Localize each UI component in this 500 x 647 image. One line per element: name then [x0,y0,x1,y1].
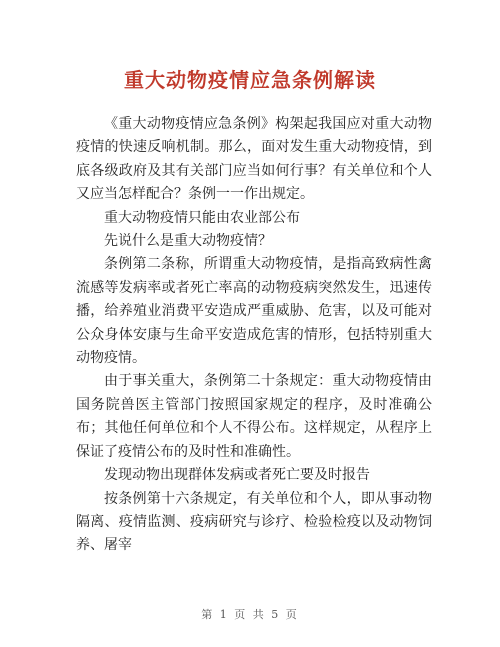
paragraph-definition: 条例第二条称，所谓重大动物疫情，是指高致病性禽流感等发病率或者死亡率高的动物疫病突然发生，迅速传播，给养殖业消费平安造成严重威胁、危害，以及可能对公众身体安康与生命平安造成危害的情形，包括特别重大动物疫情。 [76,256,432,367]
document-body [76,113,432,558]
paragraph-intro: 《重大动物疫情应急条例》构架起我国应对重大动物疫情的快速反响机制。那么，面对发生重大动物疫情，到底各级政府及其有关部门应当如何行事？有关单位和个人又应当怎样配合？条例一一作出规定。 [76,116,432,203]
document-title: 重大动物疫情应急条例解读 [124,68,376,92]
page-indicator: 第 1 页 共 5 页 [201,608,299,621]
paragraph-article-16: 按条例第十六条规定，有关单位和个人，即从事动物隔离、疫情监测、疫病研究与诊疗、检验检疫以及动物饲养、屠宰 [76,490,432,554]
section-heading-reporting: 发现动物出现群体发病或者死亡要及时报告 [104,467,370,484]
paragraph-question: 先说什么是重大动物疫情？ [104,233,272,250]
section-heading-announcement: 重大动物疫情只能由农业部公布 [104,209,300,226]
paragraph-article-20: 由于事关重大，条例第二十条规定：重大动物疫情由国务院兽医主管部门按照国家规定的程序，及时准确公布；其他任何单位和个人不得公布。这样规定，从程序上保证了疫情公布的及时性和准确性。 [76,373,432,460]
